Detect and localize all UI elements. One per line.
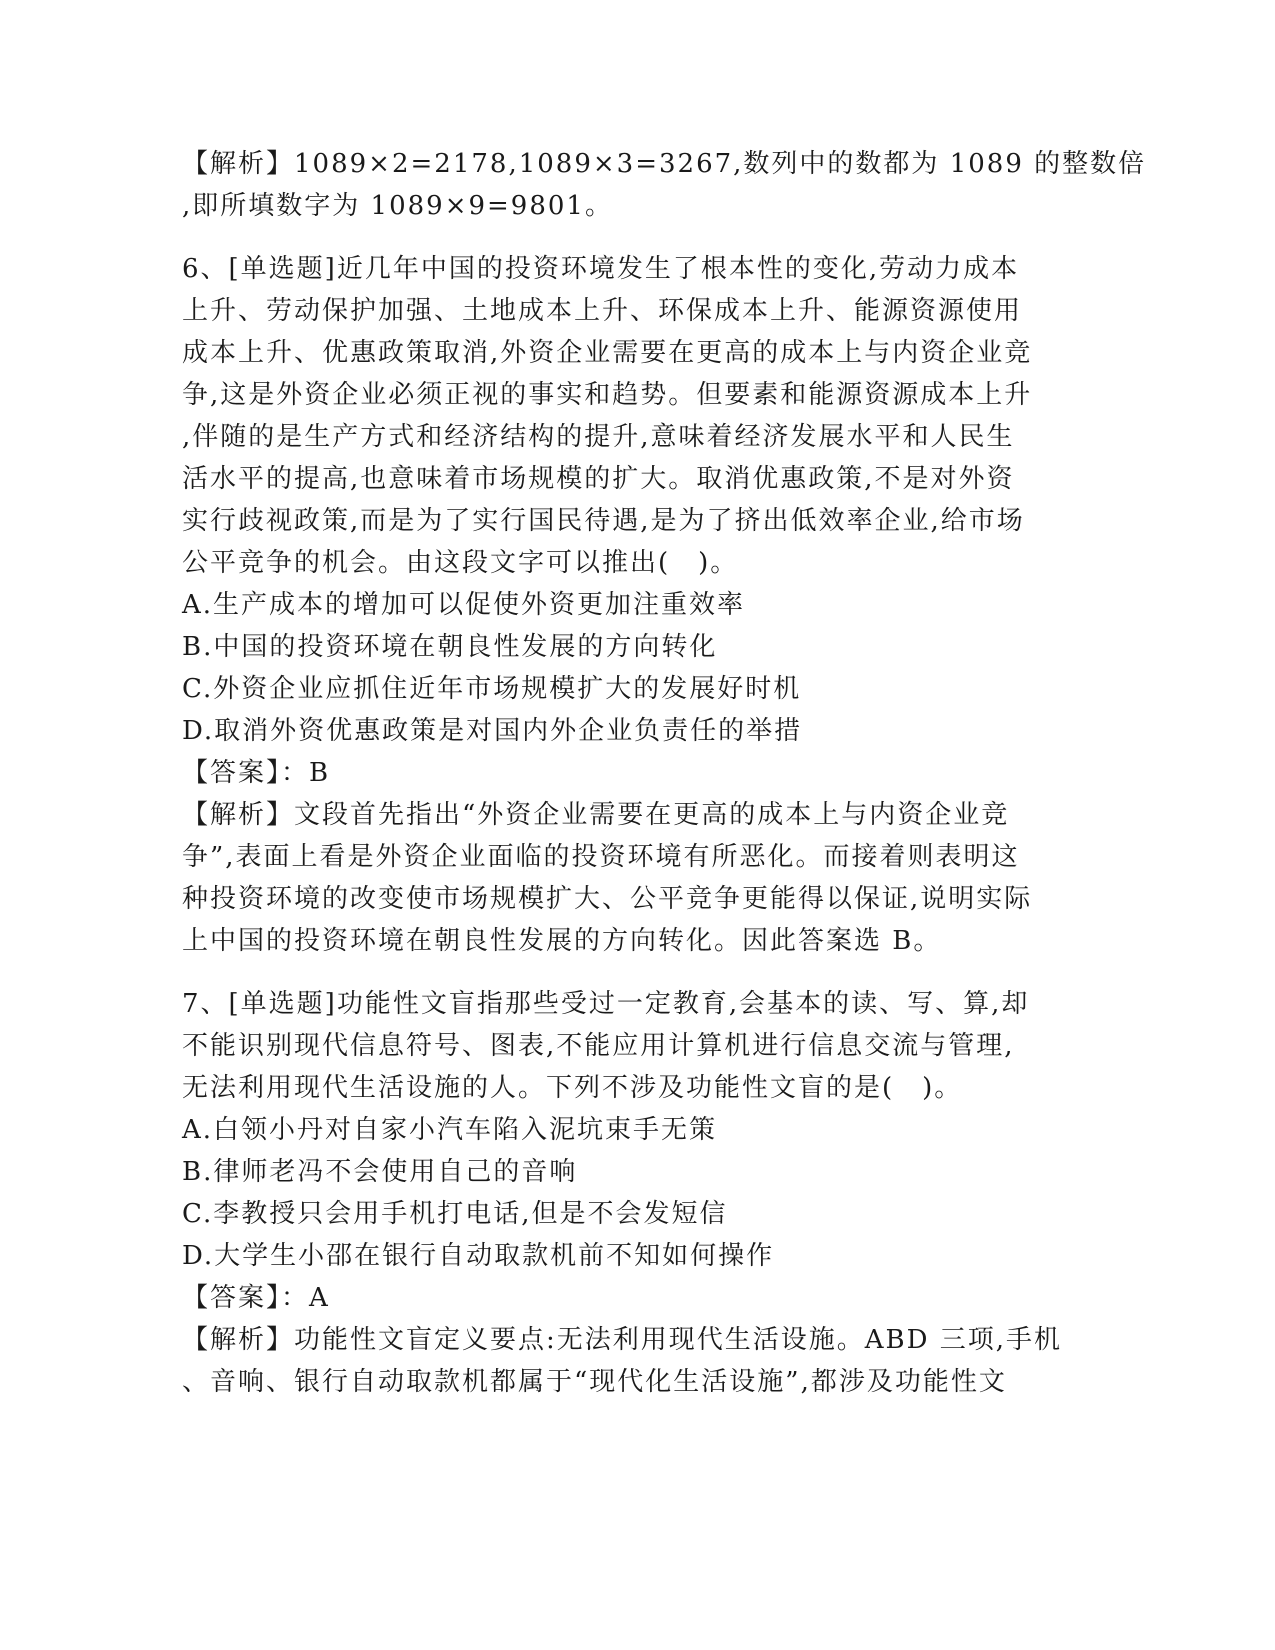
document-page (182, 143, 1147, 1403)
option-a: A.白领小丹对自家小汽车陷入泥坑束手无策 (182, 1115, 718, 1145)
question-stem-line: 成本上升、优惠政策取消,外资企业需要在更高的成本上与内资企业竞 (182, 338, 1033, 368)
analysis-line: ,即所填数字为 1089×9=9801。 (182, 191, 613, 221)
question-stem-line: 不能识别现代信息符号、图表,不能应用计算机进行信息交流与管理, (182, 1031, 1015, 1061)
question-stem-line: ,伴随的是生产方式和经济结构的提升,意味着经济发展水平和人民生 (182, 422, 1015, 452)
question-6 (182, 248, 1087, 962)
analysis-line: 、音响、银行自动取款机都属于“现代化生活设施”,都涉及功能性文 (182, 1367, 1007, 1397)
analysis-line: 争”,表面上看是外资企业面临的投资环境有所恶化。而接着则表明这 (182, 842, 1020, 872)
option-d: D.大学生小邵在银行自动取款机前不知如何操作 (182, 1241, 775, 1271)
analysis-line: 上中国的投资环境在朝良性发展的方向转化。因此答案选 B。 (182, 926, 942, 956)
analysis-line: 种投资环境的改变使市场规模扩大、公平竞争更能得以保证,说明实际 (182, 884, 1033, 914)
spacer (182, 227, 1087, 248)
question-stem-line: 活水平的提高,也意味着市场规模的扩大。取消优惠政策,不是对外资 (182, 464, 1015, 494)
option-d: D.取消外资优惠政策是对国内外企业负责任的举措 (182, 716, 803, 746)
question-stem-line: 实行歧视政策,而是为了实行国民待遇,是为了挤出低效率企业,给市场 (182, 506, 1025, 536)
option-c: C.李教授只会用手机打电话,但是不会发短信 (182, 1199, 728, 1229)
option-a: A.生产成本的增加可以促使外资更加注重效率 (182, 590, 746, 620)
analysis-line: 【解析】文段首先指出“外资企业需要在更高的成本上与内资企业竞 (182, 800, 1010, 830)
question-7 (182, 983, 1087, 1403)
option-c: C.外资企业应抓住近年市场规模扩大的发展好时机 (182, 674, 802, 704)
spacer (182, 962, 1087, 983)
question-stem-line: 上升、劳动保护加强、土地成本上升、环保成本上升、能源资源使用 (182, 296, 1023, 326)
option-b: B.律师老冯不会使用自己的音响 (182, 1157, 578, 1187)
option-b: B.中国的投资环境在朝良性发展的方向转化 (182, 632, 718, 662)
answer-line: 【答案】：A (182, 1283, 330, 1313)
q5-analysis (182, 143, 1147, 227)
question-stem-line: 争,这是外资企业必须正视的事实和趋势。但要素和能源资源成本上升 (182, 380, 1033, 410)
question-stem-line: 7、[单选题]功能性文盲指那些受过一定教育,会基本的读、写、算,却 (182, 989, 1030, 1019)
analysis-line: 【解析】1089×2=2178,1089×3=3267,数列中的数都为 1089 的整数倍 (182, 149, 1147, 179)
analysis-line: 【解析】功能性文盲定义要点:无法利用现代生活设施。ABD 三项,手机 (182, 1325, 1063, 1355)
question-stem-line: 6、[单选题]近几年中国的投资环境发生了根本性的变化,劳动力成本 (182, 254, 1020, 284)
answer-line: 【答案】：B (182, 758, 331, 788)
question-stem-line: 公平竞争的机会。由这段文字可以推出( )。 (182, 548, 739, 578)
question-stem-line: 无法利用现代生活设施的人。下列不涉及功能性文盲的是( )。 (182, 1073, 963, 1103)
